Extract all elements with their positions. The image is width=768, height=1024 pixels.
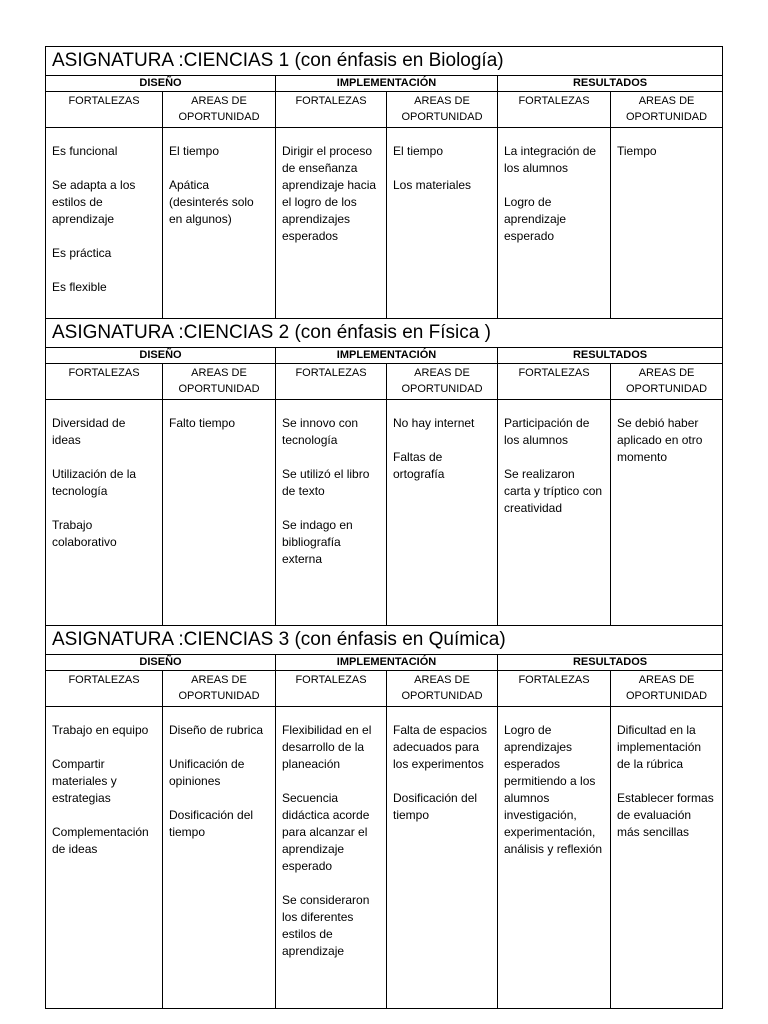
column-header-implementacion-oportunidad: AREAS DE OPORTUNIDAD [387, 364, 498, 400]
cell-resultados-oportunidad [611, 400, 723, 626]
cell-item: Es práctica [52, 246, 112, 260]
column-header-resultados-fortalezas: FORTALEZAS [498, 671, 611, 707]
content-row [46, 128, 723, 319]
cell-item: Se innovo con tecnología [282, 416, 359, 447]
cell-item: Diversidad de ideas [52, 416, 126, 447]
cell-item: No hay internet [393, 416, 475, 430]
column-header-diseno-fortalezas: FORTALEZAS [46, 671, 163, 707]
column-header-resultados-oportunidad: AREAS DE OPORTUNIDAD [611, 364, 723, 400]
cell-item: Falta de espacios adecuados para los experimentos [393, 723, 488, 771]
cell-item: Trabajo en equipo [52, 723, 149, 737]
column-header-resultados-fortalezas: FORTALEZAS [498, 92, 611, 128]
column-header-implementacion-oportunidad: AREAS DE OPORTUNIDAD [387, 92, 498, 128]
section-header-resultados: RESULTADOS [498, 348, 723, 364]
column-header-diseno-fortalezas: FORTALEZAS [46, 92, 163, 128]
subject-title-ciencias-2: ASIGNATURA :CIENCIAS 2 (con énfasis en Física ) [46, 319, 723, 348]
section-header-implementacion: IMPLEMENTACIÓN [276, 76, 498, 92]
cell-diseno-fortalezas [46, 400, 163, 626]
cell-item: Se debió haber aplicado en otro momento [617, 416, 703, 464]
column-header-resultados-oportunidad: AREAS DE OPORTUNIDAD [611, 671, 723, 707]
section-header-implementacion: IMPLEMENTACIÓN [276, 348, 498, 364]
column-header-diseno-fortalezas: FORTALEZAS [46, 364, 163, 400]
cell-resultados-fortalezas [498, 400, 611, 626]
cell-implementacion-fortalezas [276, 707, 387, 1009]
cell-item: Es funcional [52, 144, 118, 158]
cell-diseno-oportunidad [163, 707, 276, 1009]
column-header-resultados-fortalezas: FORTALEZAS [498, 364, 611, 400]
cell-item: Utilización de la tecnología [52, 467, 137, 498]
section-header-diseno: DISEÑO [46, 348, 276, 364]
section-header-diseno: DISEÑO [46, 655, 276, 671]
cell-item: Dosificación del tiempo [393, 791, 478, 822]
column-header-diseno-oportunidad: AREAS DE OPORTUNIDAD [163, 671, 276, 707]
content-row [46, 400, 723, 626]
cell-item: Es flexible [52, 280, 107, 294]
column-header-row [46, 671, 723, 707]
cell-item: Apática (desinterés solo en algunos) [169, 178, 254, 226]
cell-item: Establecer formas de evaluación más sencillas [617, 791, 714, 839]
subject-title-ciencias-1: ASIGNATURA :CIENCIAS 1 (con énfasis en Biología) [46, 47, 723, 76]
evaluation-sheet [45, 46, 722, 1009]
column-header-implementacion-fortalezas: FORTALEZAS [276, 92, 387, 128]
cell-resultados-oportunidad [611, 707, 723, 1009]
cell-item: Se indago en bibliografía externa [282, 518, 353, 566]
content-row [46, 707, 723, 1009]
section-header-row [46, 76, 723, 92]
cell-item: Diseño de rubrica [169, 723, 264, 737]
cell-item: Dosificación del tiempo [169, 808, 254, 839]
title-row-ciencias-3 [46, 626, 723, 655]
cell-resultados-oportunidad [611, 128, 723, 319]
subject-title-ciencias-3: ASIGNATURA :CIENCIAS 3 (con énfasis en Química) [46, 626, 723, 655]
cell-item: Se utilizó el libro de texto [282, 467, 370, 498]
cell-item: Compartir materiales y estrategias [52, 757, 117, 805]
column-header-diseno-oportunidad: AREAS DE OPORTUNIDAD [163, 92, 276, 128]
column-header-implementacion-fortalezas: FORTALEZAS [276, 671, 387, 707]
cell-item: Dificultad en la implementación de la rúbrica [617, 723, 702, 771]
cell-item: Faltas de ortografía [393, 450, 445, 481]
section-header-row [46, 348, 723, 364]
section-header-resultados: RESULTADOS [498, 76, 723, 92]
cell-item: El tiempo [169, 144, 220, 158]
section-header-resultados: RESULTADOS [498, 655, 723, 671]
cell-item: Participación de los alumnos [504, 416, 590, 447]
cell-item: Trabajo colaborativo [52, 518, 117, 549]
evaluation-table [45, 46, 723, 1009]
cell-item: Logro de aprendizajes esperados permitiendo a los alumnos investigación, experimentación, análisis y reflexión [504, 723, 603, 856]
cell-implementacion-fortalezas [276, 400, 387, 626]
cell-resultados-fortalezas [498, 707, 611, 1009]
cell-item: Los materiales [393, 178, 472, 192]
cell-item: La integración de los alumnos [504, 144, 597, 175]
section-header-diseno: DISEÑO [46, 76, 276, 92]
column-header-row [46, 92, 723, 128]
cell-item: Tiempo [617, 144, 657, 158]
cell-item: El tiempo [393, 144, 444, 158]
cell-item: Se consideraron los diferentes estilos de aprendizaje [282, 893, 370, 958]
cell-resultados-fortalezas [498, 128, 611, 319]
section-header-implementacion: IMPLEMENTACIÓN [276, 655, 498, 671]
cell-diseno-oportunidad [163, 128, 276, 319]
title-row-ciencias-2 [46, 319, 723, 348]
cell-item: Dirigir el proceso de enseñanza aprendizaje hacia el logro de los aprendizajes esperados [282, 144, 377, 243]
cell-implementacion-oportunidad [387, 707, 498, 1009]
cell-item: Unificación de opiniones [169, 757, 245, 788]
cell-item: Se adapta a los estilos de aprendizaje [52, 178, 136, 226]
cell-implementacion-oportunidad [387, 400, 498, 626]
column-header-diseno-oportunidad: AREAS DE OPORTUNIDAD [163, 364, 276, 400]
cell-item: Se realizaron carta y tríptico con creatividad [504, 467, 603, 515]
column-header-resultados-oportunidad: AREAS DE OPORTUNIDAD [611, 92, 723, 128]
column-header-implementacion-oportunidad: AREAS DE OPORTUNIDAD [387, 671, 498, 707]
cell-implementacion-oportunidad [387, 128, 498, 319]
cell-diseno-fortalezas [46, 128, 163, 319]
cell-item: Falto tiempo [169, 416, 236, 430]
column-header-implementacion-fortalezas: FORTALEZAS [276, 364, 387, 400]
cell-item: Flexibilidad en el desarrollo de la planeación [282, 723, 372, 771]
cell-implementacion-fortalezas [276, 128, 387, 319]
column-header-row [46, 364, 723, 400]
cell-item: Complementación de ideas [52, 825, 149, 856]
title-row-ciencias-1 [46, 47, 723, 76]
section-header-row [46, 655, 723, 671]
cell-diseno-oportunidad [163, 400, 276, 626]
cell-item: Logro de aprendizaje esperado [504, 195, 567, 243]
cell-diseno-fortalezas [46, 707, 163, 1009]
cell-item: Secuencia didáctica acorde para alcanzar el aprendizaje esperado [282, 791, 370, 873]
